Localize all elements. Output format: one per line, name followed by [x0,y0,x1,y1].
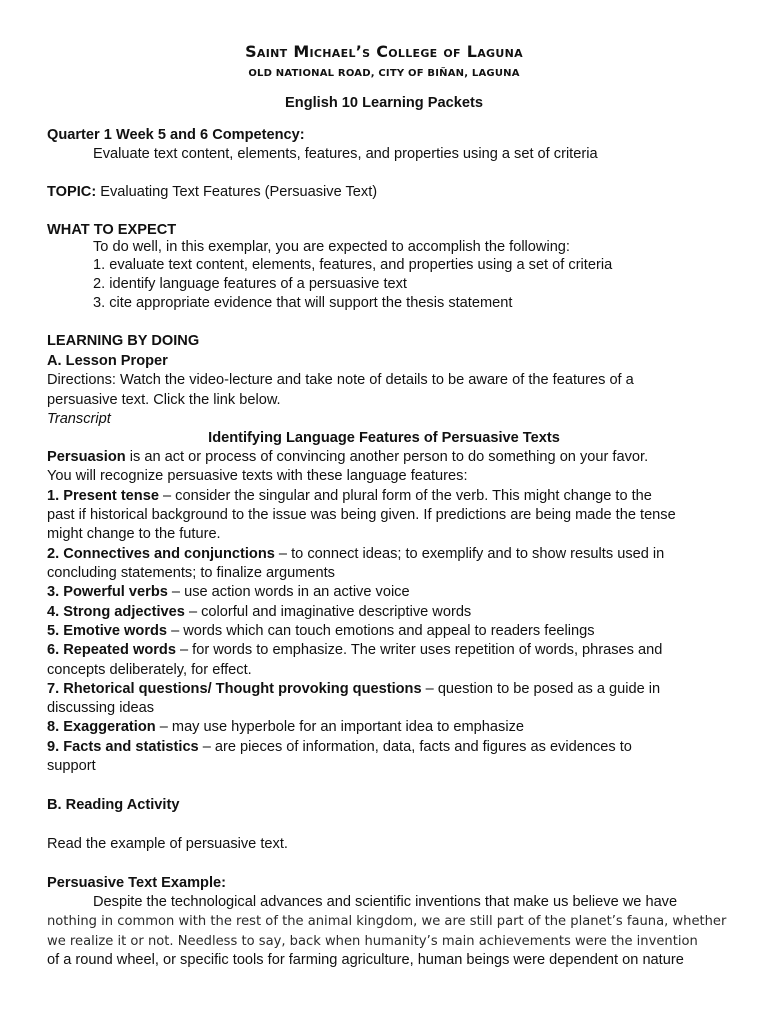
expect-item: 3. cite appropriate evidence that will support the thesis statement [93,295,513,311]
feature-item: 4. Strong adjectives – colorful and imaginative descriptive words [47,604,472,620]
transcript-label: Transcript [47,411,111,427]
directions-line: Directions: Watch the video-lecture and take note of details to be aware of the features of a [47,372,634,388]
expect-intro: To do well, in this exemplar, you are expected to accomplish the following: [93,239,570,255]
persuasion-definition: Persuasion is an act or process of convincing another person to do something on your favor. [47,449,649,465]
example-line: Despite the technological advances and scientific inventions that make us believe we have [93,894,678,910]
example-line: we realize it or not. Needless to say, back when humanity’s main achievements were the invention [47,934,698,949]
packet-title: English 10 Learning Packets [285,95,483,111]
example-line: nothing in common with the rest of the animal kingdom, we are still part of the planet’s fauna, whether [47,914,727,929]
example-line: of a round wheel, or specific tools for farming agriculture, human beings were dependent on nature [47,952,684,968]
feature-continuation: concluding statements; to finalize arguments [47,565,335,581]
learning-heading: LEARNING BY DOING [47,333,200,349]
feature-item: 8. Exaggeration – may use hyperbole for an important idea to emphasize [47,719,524,735]
directions-line: persuasive text. Click the link below. [47,392,281,408]
feature-continuation: support [47,758,96,774]
feature-item: 3. Powerful verbs – use action words in an active voice [47,584,410,600]
feature-continuation: past if historical background to the issue was being given. If predictions are being made the tense [47,507,676,523]
competency-text: Evaluate text content, elements, features, and properties using a set of criteria [93,146,598,162]
feature-item: 7. Rhetorical questions/ Thought provoking questions – question to be posed as a guide in [47,681,661,697]
school-address: OLD NATIONAL ROAD, CITY OF BIÑAN, LAGUNA [248,68,520,79]
topic-line: TOPIC: Evaluating Text Features (Persuasive Text) [47,184,378,200]
feature-item: 6. Repeated words – for words to emphasize. The writer uses repetition of words, phrases and [47,642,663,658]
feature-item: 9. Facts and statistics – are pieces of information, data, facts and figures as evidences to [47,739,632,755]
expect-item: 1. evaluate text content, elements, features, and properties using a set of criteria [93,257,613,273]
expect-item: 2. identify language features of a persuasive text [93,276,407,292]
school-name: Saint Michael’s College of Laguna [245,42,523,61]
reading-instruction: Read the example of persuasive text. [47,836,288,852]
what-to-expect-heading: WHAT TO EXPECT [47,222,177,238]
reading-activity-heading: B. Reading Activity [47,797,180,813]
transcript-title: Identifying Language Features of Persuasive Texts [208,430,560,446]
recognize-line: You will recognize persuasive texts with these language features: [47,468,468,484]
competency-label: Quarter 1 Week 5 and 6 Competency: [47,127,305,143]
feature-continuation: might change to the future. [47,526,221,542]
feature-item: 1. Present tense – consider the singular and plural form of the verb. This might change to the [47,488,652,504]
feature-continuation: concepts deliberately, for effect. [47,662,252,678]
feature-item: 5. Emotive words – words which can touch emotions and appeal to readers feelings [47,623,595,639]
feature-item: 2. Connectives and conjunctions – to connect ideas; to exemplify and to show results used in [47,546,665,562]
lesson-proper-label: A. Lesson Proper [47,353,168,369]
example-label: Persuasive Text Example: [47,875,227,891]
feature-continuation: discussing ideas [47,700,155,716]
